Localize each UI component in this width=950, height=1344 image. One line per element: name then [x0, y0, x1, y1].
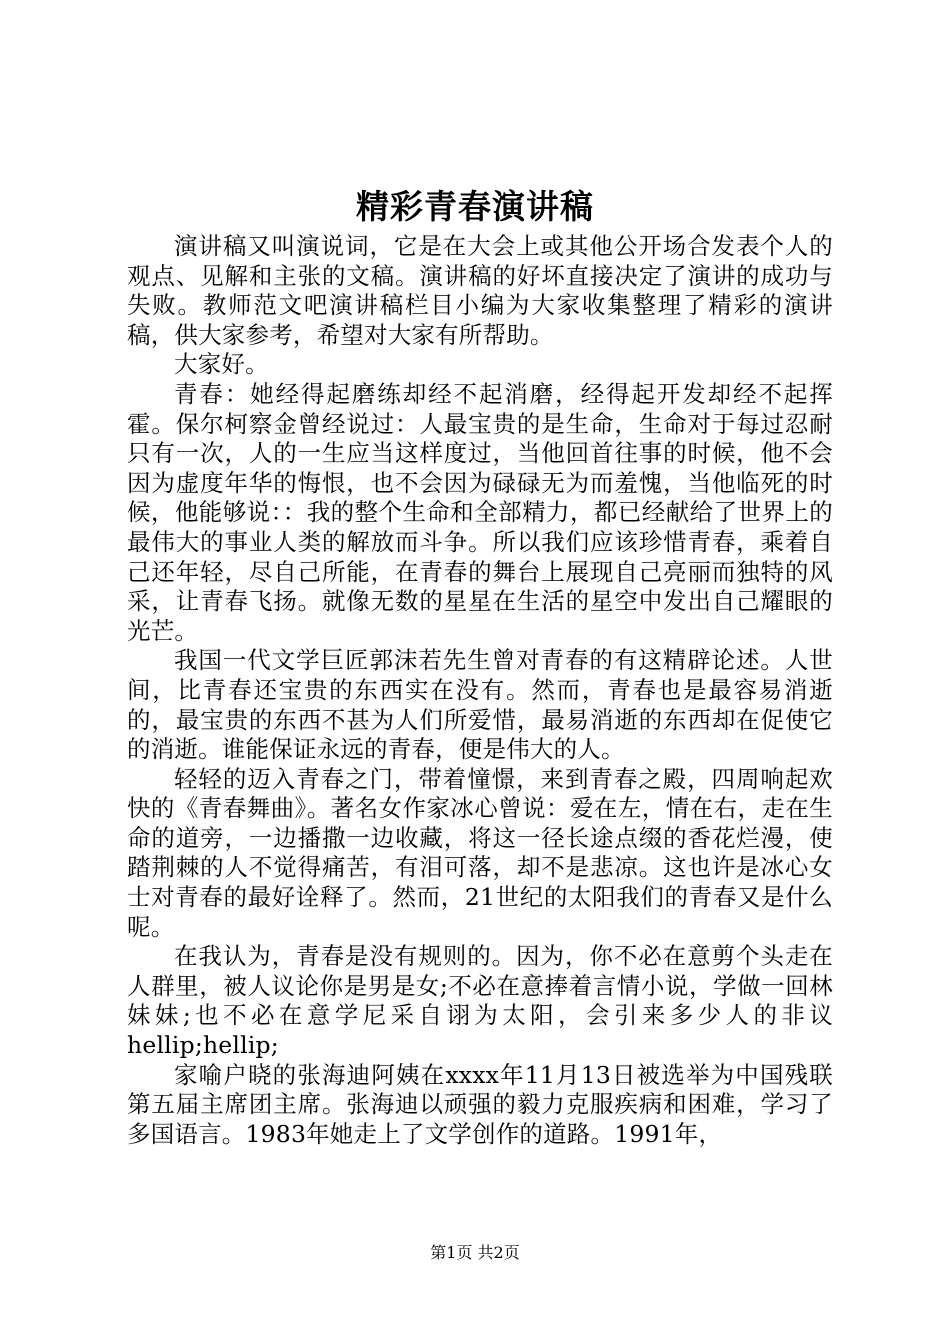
- page-number-footer: 第1页 共2页: [430, 1243, 520, 1262]
- paragraph-greeting: 大家好。: [174, 350, 269, 379]
- paragraph-zhang-haidi: 家喻户晓的张海迪阿姨在xxxx年11月13日被选举为中国残联第五届主席团主席。张海迪以顽强的毅力克服疾病和困难，学习了多国语言。1983年她走上了文学创作的道路。1991年，: [127, 1060, 833, 1148]
- paragraph-no-rules: 在我认为，青春是没有规则的。因为，你不必在意剪个头走在人群里，被人议论你是男是女;不必在意捧着言情小说，学做一回林妹妹;也不必在意学尼采自诩为太阳，会引来多少人的非议hellip;hellip;: [127, 942, 833, 1060]
- document-title: 精彩青春演讲稿: [356, 187, 594, 226]
- paragraph-youth-definition: 青春：她经得起磨练却经不起消磨，经得起开发却经不起挥霍。保尔柯察金曾经说过：人最宝贵的是生命，生命对于每过忍耐只有一次，人的一生应当这样度过，当他回首往事的时候，他不会因为虚度年华的悔恨，也不会因为碌碌无为而羞愧，当他临死的时候，他能够说：：我的整个生命和全部精力，都已经献给了世界上的最伟大的事业人类的解放而斗争。所以我们应该珍惜青春，乘着自己还年轻，尽自己所能，在青春的舞台上展现自己亮丽而独特的风采，让青春飞扬。就像无数的星星在生活的星空中发出自己耀眼的光芒。: [127, 379, 833, 645]
- paragraph-guo-moruo: 我国一代文学巨匠郭沫若先生曾对青春的有这精辟论述。人世间，比青春还宝贵的东西实在没有。然而，青春也是最容易消逝的，最宝贵的东西不甚为人们所爱惜，最易消逝的东西却在促使它的消逝。谁能保证永远的青春，便是伟大的人。: [127, 646, 833, 764]
- paragraph-intro: 演讲稿又叫演说词，它是在大会上或其他公开场合发表个人的观点、见解和主张的文稿。演讲稿的好坏直接决定了演讲的成功与失败。教师范文吧演讲稿栏目小编为大家收集整理了精彩的演讲稿，供大家参考，希望对大家有所帮助。: [127, 232, 833, 349]
- paragraph-bing-xin: 轻轻的迈入青春之门，带着憧憬，来到青春之殿，四周响起欢快的《青春舞曲》。著名女作家冰心曾说：爱在左，情在右，走在生命的道旁，一边播撒一边收藏，将这一径长途点缀的香花烂漫，使踏荆棘的人不觉得痛苦，有泪可落，却不是悲凉。这也许是冰心女士对青春的最好诠释了。然而，21世纪的太阳我们的青春又是什么呢。: [127, 764, 833, 941]
- document-body: [127, 232, 833, 1149]
